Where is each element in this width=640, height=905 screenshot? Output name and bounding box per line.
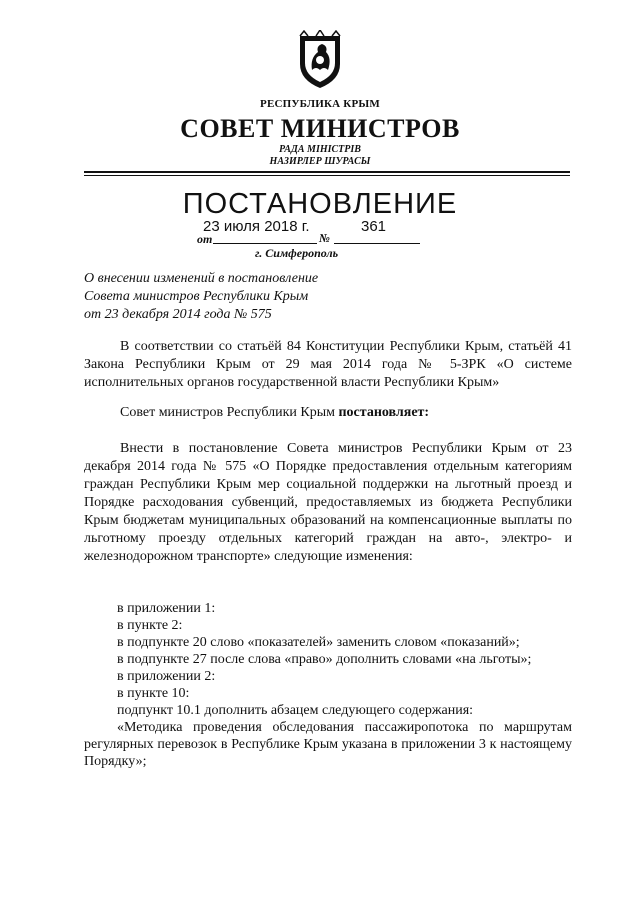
list-item: в подпункте 20 слово «показателей» заменить словом «показаний»; — [117, 635, 520, 650]
document-type: ПОСТАНОВЛЕНИЕ — [182, 188, 458, 220]
resolves-paragraph — [84, 404, 572, 422]
number-underline — [334, 243, 420, 244]
list-item: в приложении 2: — [117, 669, 216, 684]
coat-of-arms-emblem — [296, 30, 344, 90]
subject-line: от 23 декабря 2014 года № 575 — [84, 307, 272, 322]
list-item: в пункте 10: — [117, 686, 190, 701]
main-paragraph: Внести в постановление Совета министров Республики Крым от 23 декабря 2014 года № 575 «О Порядке предоставления отдельным категориям граждан Республики Крым мер социальной поддержки на льготный проезд и Порядке расходования субвенций, предоставляемых из бюджета Республики Крым бюджетам муниципальных образований на компенсационные выплаты по льготному проезду отдельных категорий граждан на авто-, электро- и железнодорожном транспорте» следующие изменения: — [84, 441, 572, 564]
council-title: СОВЕТ МИНИСТРОВ — [180, 114, 460, 143]
document-date: 23 июля 2018 г. — [203, 218, 310, 235]
subject-line: О внесении изменений в постановление — [84, 271, 319, 286]
preamble-paragraph: В соответствии со статьёй 84 Конституции Республики Крым, статьёй 41 Закона Республики Крым от 29 мая 2014 года № 5-ЗРК «О системе исполнительных органов государственной власти Республики Крым» — [84, 339, 572, 390]
document-number: 361 — [361, 218, 387, 235]
republic-name: РЕСПУБЛИКА КРЫМ — [260, 98, 380, 110]
resolves-text: Совет министров Республики Крым — [120, 405, 335, 420]
list-item: подпункт 10.1 дополнить абзацем следующего содержания: — [117, 703, 474, 718]
council-name-crimean-tatar: НАЗИРЛЕР ШУРАСЫ — [269, 156, 371, 167]
date-underline — [213, 243, 317, 244]
resolves-keyword: постановляет: — [338, 405, 430, 420]
list-item: в приложении 1: — [117, 601, 216, 616]
changes-list — [84, 600, 572, 770]
city: г. Симферополь — [255, 246, 339, 260]
list-item: в пункте 2: — [117, 618, 183, 633]
subject-line: Совета министров Республики Крым — [84, 289, 309, 304]
document-subject — [84, 270, 318, 324]
council-name-ukrainian: РАДА МІНІСТРІВ — [279, 144, 361, 155]
number-label: № — [319, 231, 330, 245]
header-rule-thick — [84, 171, 570, 173]
quoted-amendment: «Методика проведения обследования пассажиропотока по маршрутам регулярных перевозок в Республике Крым указана в приложении 3 к настоящему Порядку»; — [84, 720, 572, 769]
header-rule-thin — [84, 175, 570, 176]
council-alt-names — [0, 144, 640, 168]
list-item: в подпункте 27 после слова «право» дополнить словами «на льготы»; — [117, 652, 532, 667]
date-label: от — [197, 232, 213, 246]
